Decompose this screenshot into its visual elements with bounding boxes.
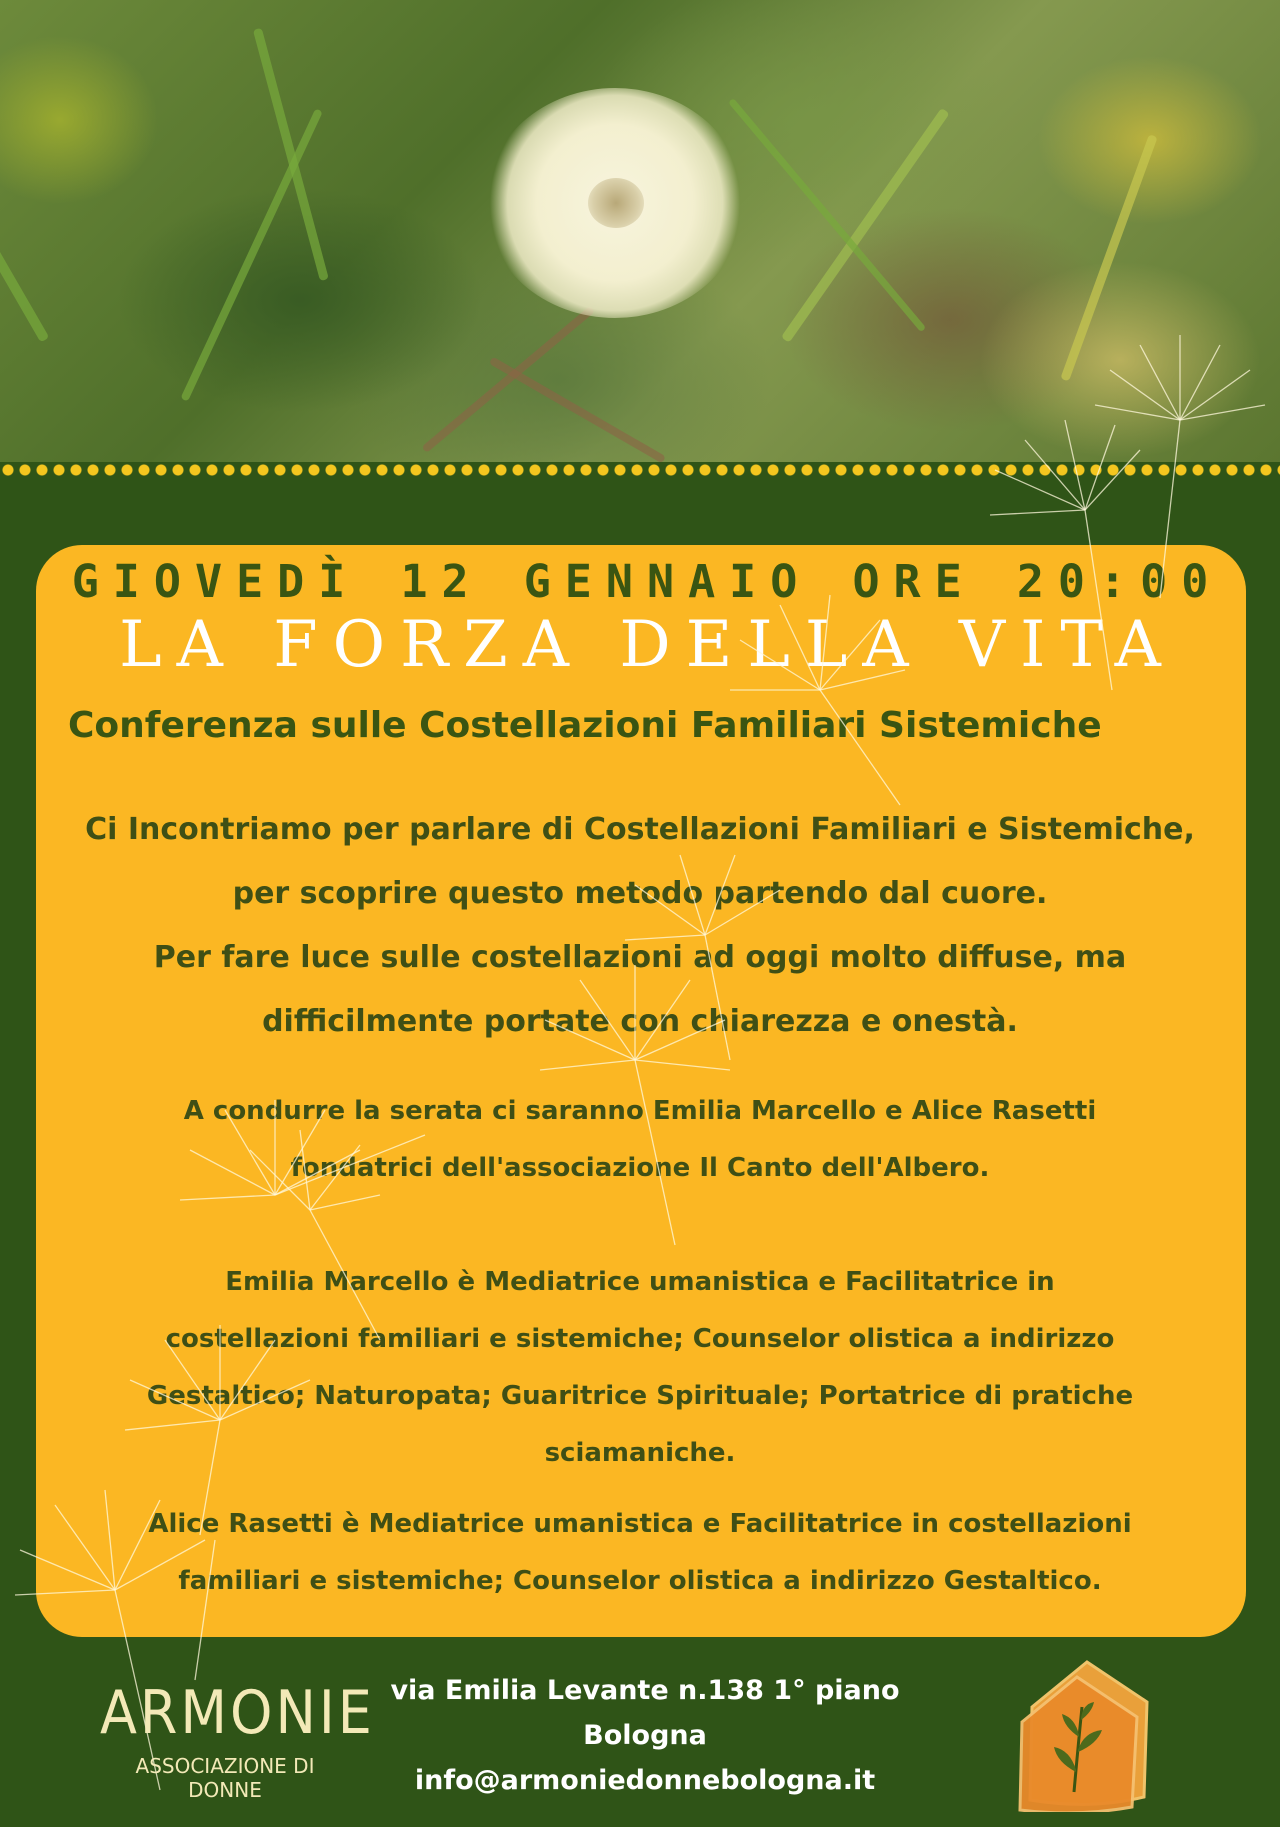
event-date-time: GIOVEDÌ 12 GENNAIO ORE 20:00 (71, 555, 1223, 608)
intro-line: difficilmente portate con chiarezza e onestà. (262, 1004, 1018, 1039)
hosts-line: A condurre la serata ci saranno Emilia Marcello e Alice Rasetti (183, 1096, 1097, 1126)
logo-name: ARMONIE (100, 1678, 375, 1748)
house-leaf-logo-icon (1012, 1652, 1162, 1812)
contact-email[interactable]: info@armoniedonnebologna.it (414, 1765, 876, 1796)
event-title: LA FORZA DELLA VITA (119, 608, 1176, 682)
intro-paragraph (0, 798, 1280, 1054)
bio-emilia-line: sciamaniche. (544, 1438, 736, 1468)
armonie-logo (100, 1678, 375, 1802)
intro-line: Per fare luce sulle costellazioni ad oggi molto diffuse, ma (153, 940, 1127, 975)
logo-tagline: ASSOCIAZIONE DI DONNE (135, 1754, 315, 1802)
hosts-paragraph (0, 1083, 1280, 1197)
bio-alice-line: familiari e sistemiche; Counselor olistica a indirizzo Gestaltico. (178, 1566, 1102, 1596)
dandelion-photo (0, 0, 1280, 462)
dandelion-center (588, 178, 644, 228)
address-street: via Emilia Levante n.138 1° piano (390, 1675, 900, 1706)
bio-emilia-line: costellazioni familiari e sistemiche; Counselor olistica a indirizzo (165, 1324, 1115, 1354)
bio-alice-line: Alice Rasetti è Mediatrice umanistica e Facilitatrice in costellazioni (148, 1509, 1132, 1539)
dotted-divider (0, 462, 1280, 478)
bio-emilia-paragraph (0, 1254, 1280, 1482)
intro-line: per scoprire questo metodo partendo dal cuore. (232, 876, 1048, 911)
address-city: Bologna (583, 1720, 707, 1751)
hosts-line: fondatrici dell'associazione Il Canto dell'Albero. (290, 1153, 990, 1183)
event-subtitle: Conferenza sulle Costellazioni Familiari Sistemiche (68, 705, 1102, 746)
intro-line: Ci Incontriamo per parlare di Costellazioni Familiari e Sistemiche, (85, 812, 1195, 847)
bio-emilia-line: Emilia Marcello è Mediatrice umanistica e Facilitatrice in (225, 1267, 1055, 1297)
bio-emilia-line: Gestaltico; Naturopata; Guaritrice Spirituale; Portatrice di pratiche (146, 1381, 1134, 1411)
bio-alice-paragraph (0, 1496, 1280, 1610)
